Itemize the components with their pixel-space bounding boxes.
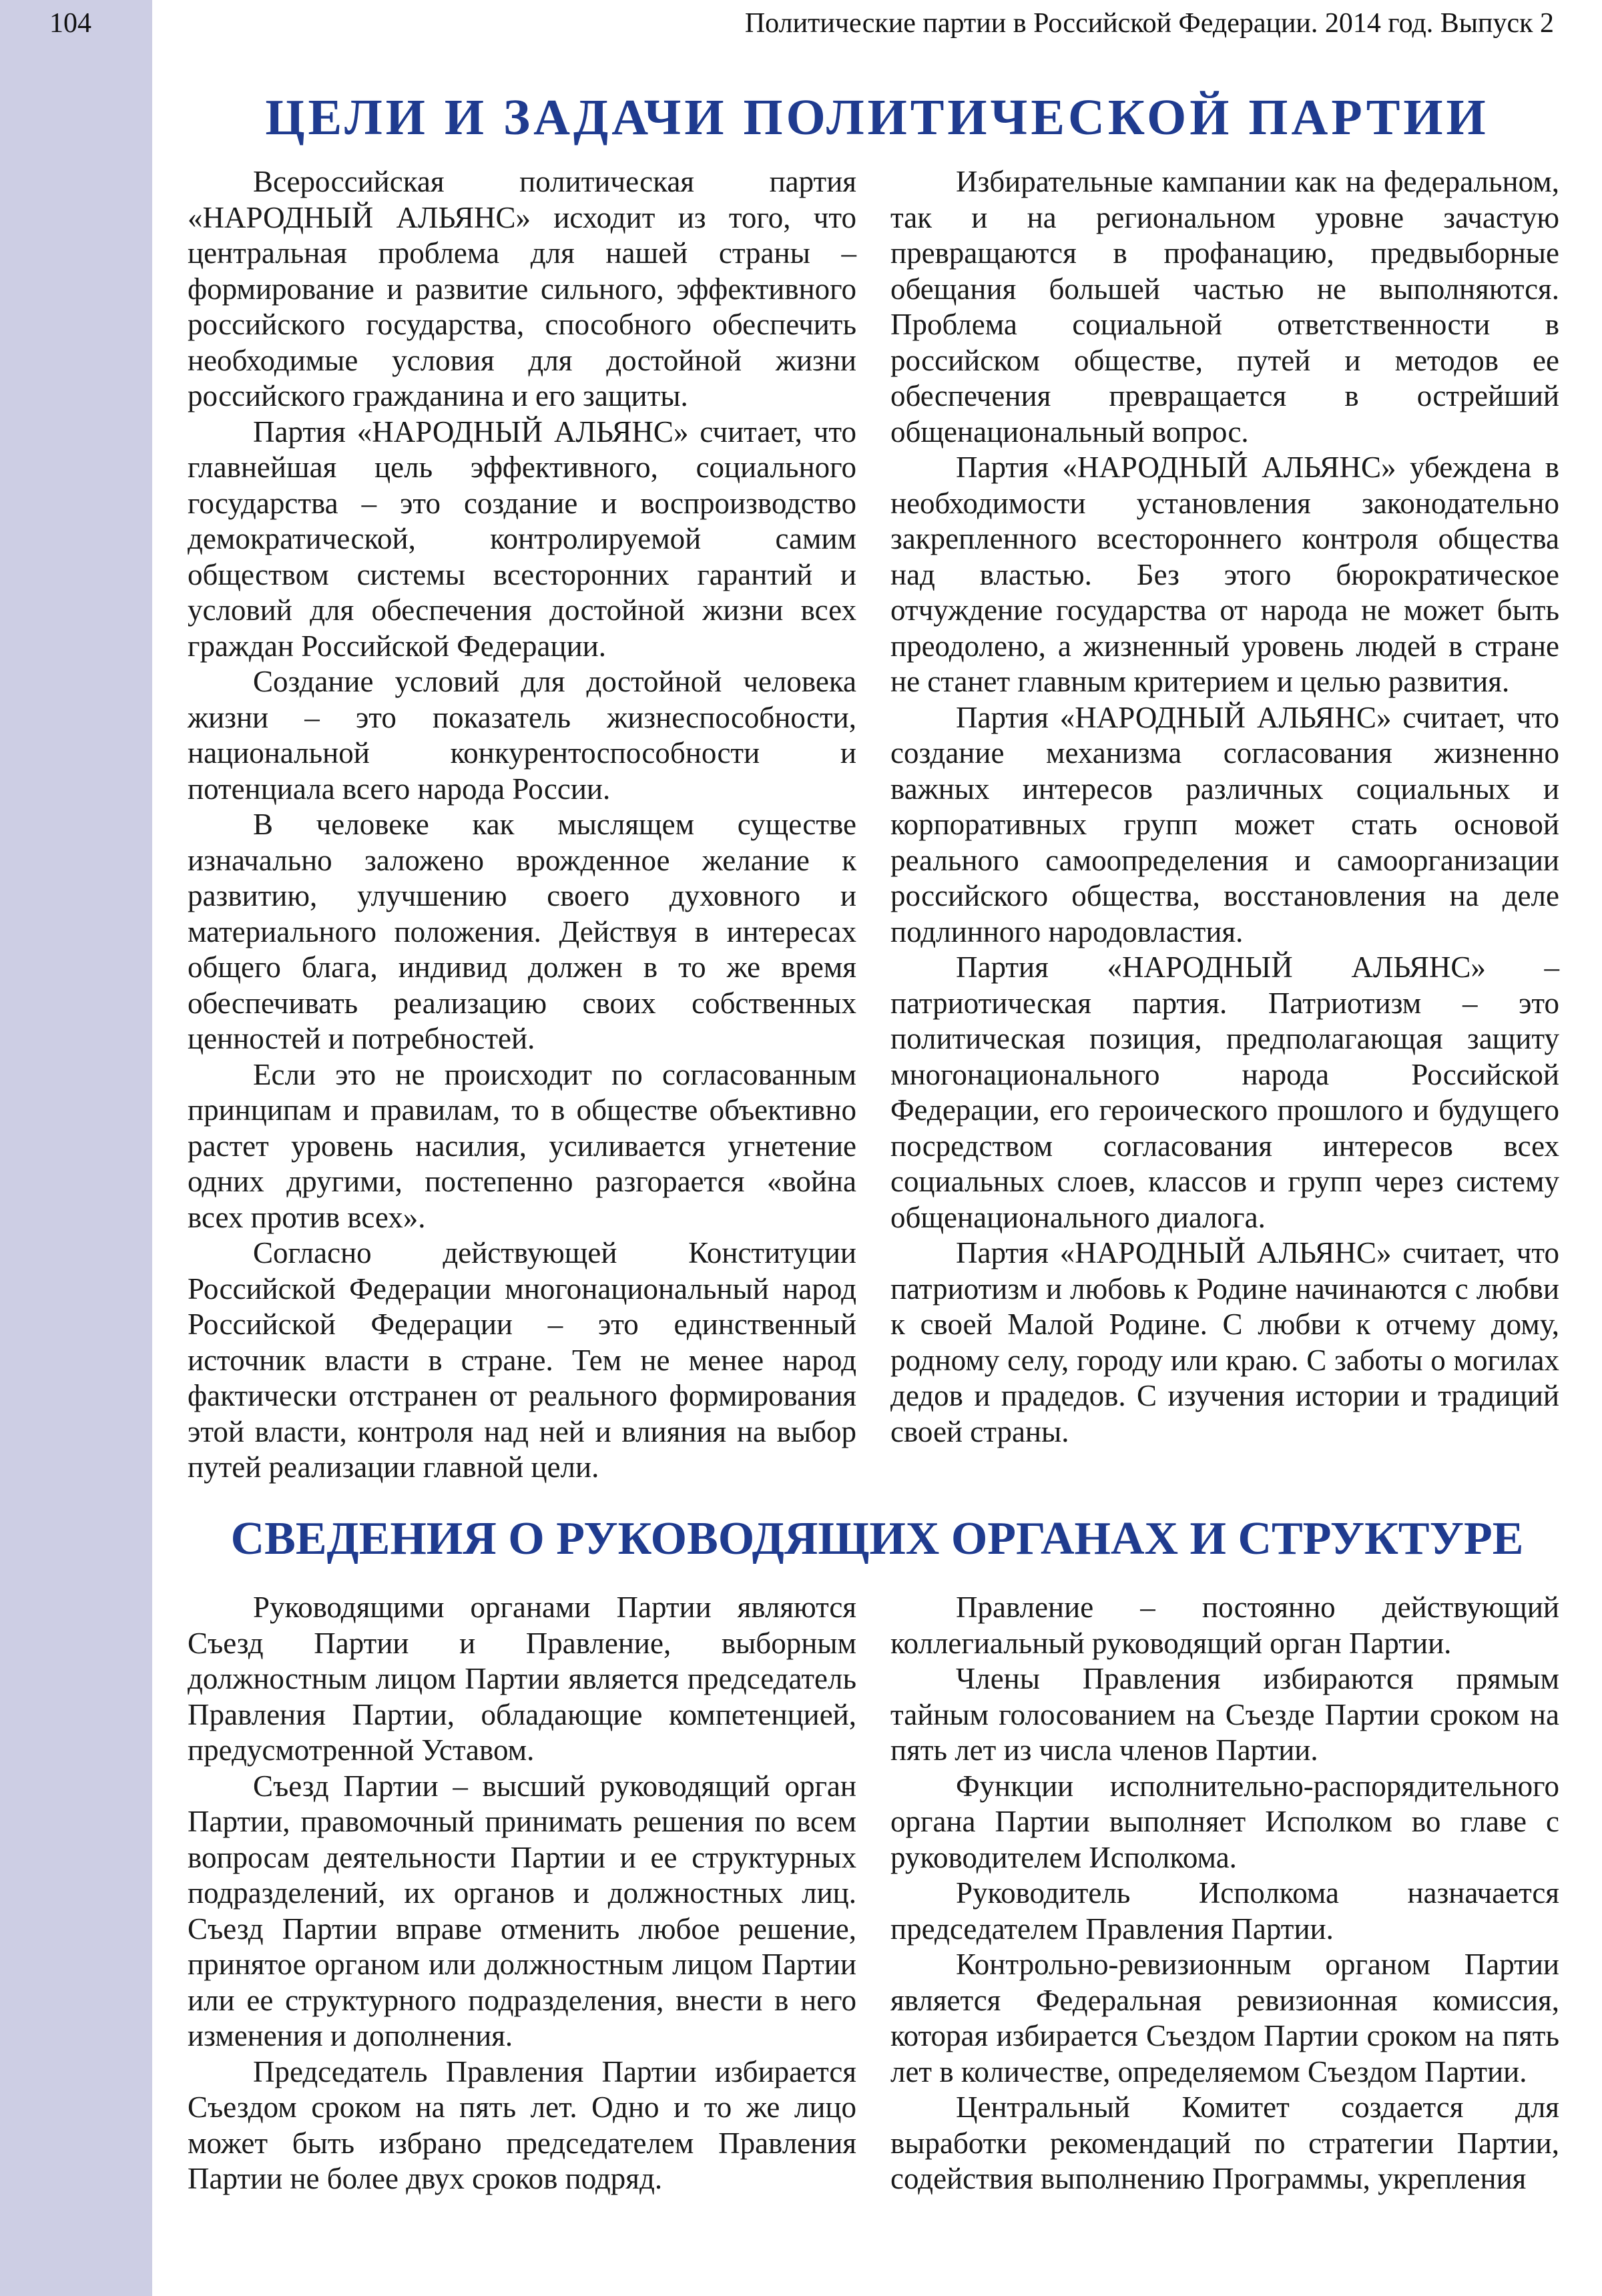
paragraph: Согласно действующей Конституции Российской Федерации многонациональный народ Российской Федерации – это единственный источник власти в стране. Тем не менее народ фактически отстранен от реального формирования этой власти, контроля над ней и влияния на выбор путей реализации главной цели. [188,1236,856,1484]
paragraph: Председатель Правления Партии избирается Съездом сроком на пять лет. Одно и то же лицо может быть избрано председателем Правления Партии не более двух сроков подряд. [188,2054,856,2195]
paragraph: Партия «НАРОДНЫЙ АЛЬЯНС» убеждена в необходимости установления законодательно закрепленного всестороннего контроля общества над властью. Без этого бюрократическое отчуждение государства от народа не может быть преодолено, а жизненный уровень людей в стране не станет главным критерием и целью развития. [890,451,1559,698]
section2-left-column [188,1590,856,2197]
page-number: 104 [49,8,91,39]
section1-right-column [890,164,1559,1450]
paragraph: Создание условий для достойной человека жизни – это показатель жизнеспособности, национальной конкурентоспособности и потенциала всего народа России. [188,665,856,806]
page-margin-strip [0,0,152,2296]
paragraph: Контрольно-ревизионным органом Партии является Федеральная ревизионная комиссия, которая избирается Съездом Партии сроком на пять лет в количестве, определяемом Съездом Партии. [890,1948,1559,2088]
section-title-governing-bodies: СВЕДЕНИЯ О РУКОВОДЯЩИХ ОРГАНАХ И СТРУКТУРЕ [230,1513,1524,1564]
paragraph: Члены Правления избираются прямым тайным голосованием на Съезде Партии сроком на пять лет из числа членов Партии. [890,1662,1559,1767]
paragraph: Всероссийская политическая партия «НАРОДНЫЙ АЛЬЯНС» исходит из того, что центральная проблема для нашей страны – формирование и развитие сильного, эффективного российского государства, способного обеспечить необходимые условия для достойной жизни российского гражданина и его защиты. [188,165,856,412]
paragraph: Партия «НАРОДНЫЙ АЛЬЯНС» считает, что патриотизм и любовь к Родине начинаются с любви к своей Малой Родине. С любви к отчему дому, родному селу, городу или краю. С заботы о могилах дедов и прадедов. С изучения истории и традиций своей страны. [890,1236,1559,1448]
paragraph: Руководящими органами Партии являются Съезд Партии и Правление, выборным должностным лицом Партии является председатель Правления Партии, обладающие компетенцией, предусмотренной Уставом. [188,1591,856,1767]
paragraph: Если это не происходит по согласованным принципам и правилам, то в обществе объективно растет уровень насилия, усиливается угнетение одних другими, постепенно разгорается «война всех против всех». [188,1057,856,1234]
paragraph: Правление – постоянно действующий коллегиальный руководящий орган Партии. [890,1591,1559,1660]
page-header [0,0,1602,60]
paragraph: Избирательные кампании как на федеральном, так и на региональном уровне зачастую превращаются в профанацию, предвыборные обещания большей частью не выполняются. Проблема социальной ответственности в российском обществе, путей и методов ее обеспечения превращается в острейший общенациональный вопрос. [890,165,1559,449]
paragraph: Функции исполнительно-распорядительного органа Партии выполняет Исполком во главе с руководителем Исполкома. [890,1769,1559,1874]
running-title: Политические партии в Российской Федерации. 2014 год. Выпуск 2 [744,8,1554,39]
paragraph: Руководитель Исполкома назначается председателем Правления Партии. [890,1876,1559,1946]
section1-left-column [188,164,856,1486]
paragraph: Партия «НАРОДНЫЙ АЛЬЯНС» – патриотическая партия. Патриотизм – это политическая позиция, предполагающая защиту многонационального народа Российской Федерации, его героического прошлого и будущего посредством согласования интересов всех социальных слоев, классов и групп через систему общенационального диалога. [890,950,1559,1234]
paragraph: Съезд Партии – высший руководящий орган Партии, правомочный принимать решения по всем вопросам деятельности Партии и ее структурных подразделений, их органов и должностных лиц. Съезд Партии вправе отменить любое решение, принятое органом или должностным лицом Партии или ее структурного подразделения, внести в него изменения и дополнения. [188,1769,856,2052]
paragraph: Партия «НАРОДНЫЙ АЛЬЯНС» считает, что главнейшая цель эффективного, социального государства – это создание и воспроизводство демократической, контролируемой самим обществом системы всесторонних гарантий и условий для обеспечения достойной жизни всех граждан Российской Федерации. [188,414,856,663]
paragraph: В человеке как мыслящем существе изначально заложено врожденное желание к развитию, улучшению своего духовного и материального положения. Действуя в интересах общего блага, индивид должен в то же время обеспечивать реализацию своих собственных ценностей и потребностей. [188,808,856,1055]
section-title-goals: ЦЕЛИ И ЗАДАЧИ ПОЛИТИЧЕСКОЙ ПАРТИИ [265,89,1489,146]
section2-right-column [890,1590,1559,2197]
paragraph: Центральный Комитет создается для выработки рекомендаций по стратегии Партии, содействия выполнению Программы, укрепления [890,2090,1559,2195]
paragraph: Партия «НАРОДНЫЙ АЛЬЯНС» считает, что создание механизма согласования жизненно важных интересов различных социальных и корпоративных групп может стать основой реального самоопределения и самоорганизации российского общества, восстановления на деле подлинного народовластия. [890,700,1559,948]
